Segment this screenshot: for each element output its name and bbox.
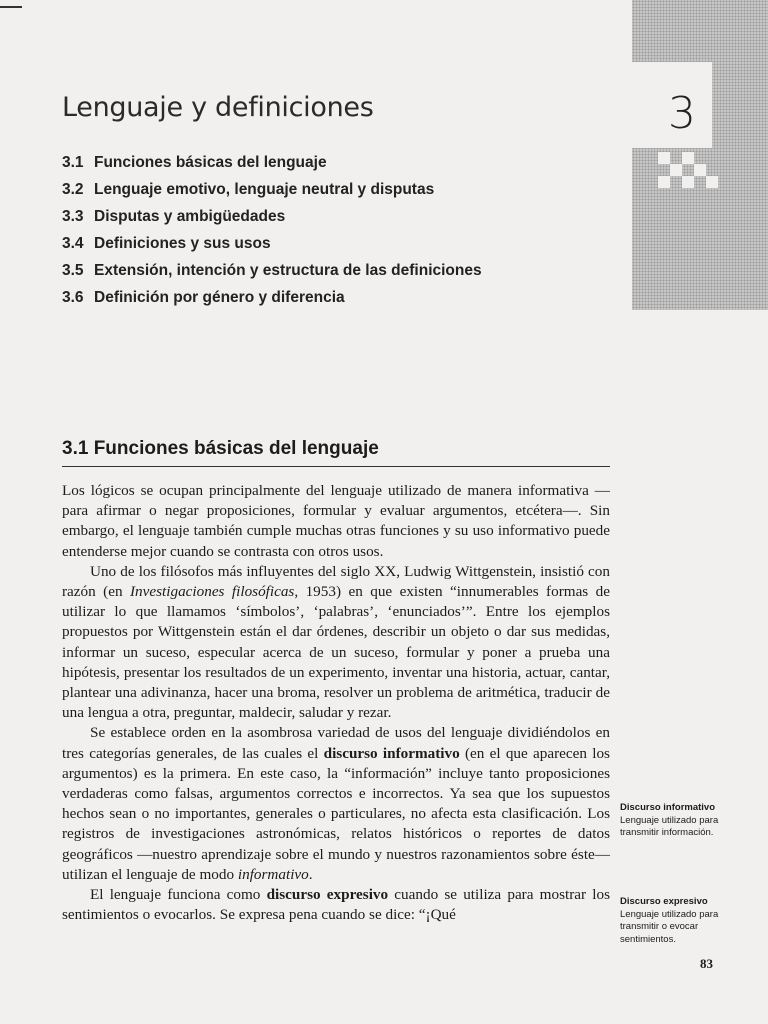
toc-label: Lenguaje emotivo, lenguaje neutral y disputas <box>94 181 435 198</box>
key-term: discurso expresivo <box>266 886 389 904</box>
paragraph-text: . <box>308 865 313 883</box>
toc-item <box>62 208 482 235</box>
paragraph <box>62 562 610 724</box>
table-of-contents <box>62 154 482 316</box>
toc-item <box>62 262 482 289</box>
checker-square <box>658 176 670 188</box>
paragraph-text: Los lógicos se ocupan principalmente del lenguaje utilizado de manera informativa —para afirmar o negar proposiciones, formular y evaluar argumentos, etcétera—. Sin embargo, el lenguaje también cumple muchas otras funciones y su uso informativo puede entenderse mejor cuando se contrasta con otros usos. <box>62 482 610 560</box>
toc-number: 3.2 <box>62 181 84 198</box>
corner-mark <box>0 6 22 8</box>
paragraph <box>62 481 610 562</box>
paragraph-text: Uno de los filósofos más influyentes del siglo XX, Ludwig Wittgenstein, insistió con razón (en <box>62 562 610 601</box>
toc-number: 3.1 <box>62 154 84 171</box>
emphasis: informativo <box>237 865 309 883</box>
body-text <box>62 481 610 925</box>
chapter-number: 3 <box>668 88 696 139</box>
paragraph-text: cuando se utiliza para mostrar los sentimientos o evocarlos. Se expresa pena cuando se dice: “¡Qué <box>62 886 610 924</box>
margin-note-definition: Lenguaje utilizado para transmitir información. <box>620 814 719 838</box>
margin-note-term: Discurso expresivo <box>620 896 708 907</box>
toc-number: 3.6 <box>62 289 84 306</box>
paragraph-text: (en el que aparecen los argumentos) es la primera. En este caso, la “información” incluye tanto proposiciones verdaderas como falsas, argumentos correctos e incorrectos. Ya sea que los supuestos hechos sean o no importantes, generales o particulares, no afecta esta clasificación. Los registros de investigaciones astronómicas, relatos históricos o reportes de datos geográficos —nuestro aprendizaje sobre el mundo y nuestros razonamientos sobre éste— utilizan el lenguaje de modo <box>62 744 610 883</box>
toc-label: Extensión, intención y estructura de las definiciones <box>94 262 482 279</box>
chapter-title: Lenguaje y definiciones <box>62 92 374 123</box>
toc-label: Definiciones y sus usos <box>94 235 271 252</box>
chapter-tab <box>632 0 768 310</box>
page-number: 83 <box>700 956 713 971</box>
paragraph-text: , 1953) en que existen “innumerables formas de utilizar lo que llamamos ‘símbolos’, ‘palabras’, ‘enunciados’”. Entre los ejemplos propuestos por Wittgenstein están el dar órdenes, describir un objeto o dar sus medidas, informar un suceso, especular acerca de un suceso, formular y poner a prueba una hipótesis, presentar los resultados de un experimento, inventar una historia, actuar, cantar, plantear una adivinanza, hacer una broma, resolver un problema de aritmética, traducir de una lengua a otra, preguntar, maldecir, saludar y rezar. <box>62 583 610 722</box>
margin-note <box>620 802 725 840</box>
checker-square <box>682 152 694 164</box>
toc-item <box>62 181 482 208</box>
checker-square <box>706 176 718 188</box>
toc-item <box>62 235 482 262</box>
margin-note <box>620 896 725 946</box>
toc-number: 3.4 <box>62 235 84 252</box>
checker-square <box>658 152 670 164</box>
toc-item <box>62 154 482 181</box>
section-heading: 3.1 Funciones básicas del lenguaje <box>62 438 610 467</box>
paragraph <box>62 723 610 885</box>
checker-square <box>694 164 706 176</box>
toc-label: Definición por género y diferencia <box>94 289 345 306</box>
toc-item <box>62 289 482 316</box>
toc-number: 3.5 <box>62 262 84 279</box>
checker-square <box>670 164 682 176</box>
margin-note-term: Discurso informativo <box>620 802 716 813</box>
book-title: Investigaciones filosóficas <box>130 583 295 601</box>
margin-note-definition: Lenguaje utilizado para transmitir o evocar sentimientos. <box>620 908 719 945</box>
paragraph <box>62 885 610 925</box>
toc-number: 3.3 <box>62 208 84 225</box>
paragraph-text: El lenguaje funciona como <box>90 886 267 904</box>
checker-square <box>682 176 694 188</box>
paragraph-text: Se establece orden en la asombrosa variedad de usos del lenguaje dividiéndolos en tres categorías generales, de las cuales el <box>62 724 610 762</box>
key-term: discurso informativo <box>323 744 460 762</box>
toc-label: Funciones básicas del lenguaje <box>94 154 327 171</box>
toc-label: Disputas y ambigüedades <box>94 208 286 225</box>
